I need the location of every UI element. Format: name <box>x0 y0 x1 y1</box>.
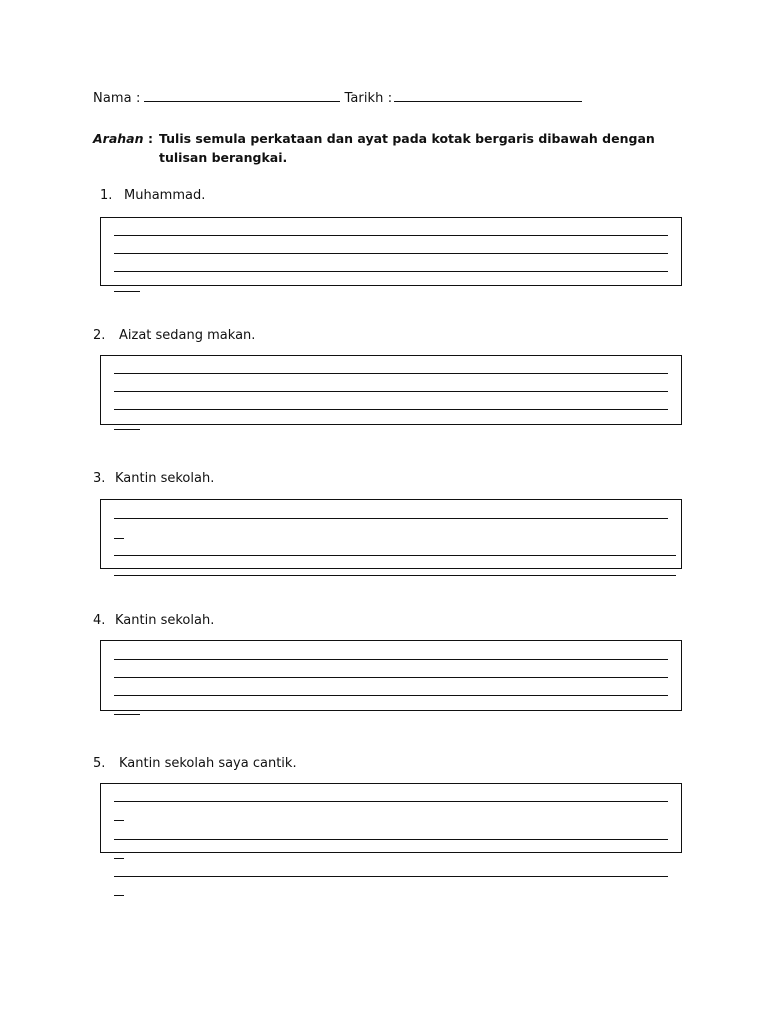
writing-line <box>114 253 668 254</box>
writing-line <box>114 801 668 802</box>
question-number: 1. <box>100 188 113 203</box>
writing-box-4[interactable] <box>100 640 682 711</box>
writing-box-3[interactable] <box>100 499 682 569</box>
question-number: 2. <box>93 328 106 343</box>
instruction-label: Arahan <box>93 131 144 146</box>
question-text: Muhammad. <box>124 188 206 203</box>
writing-line-tail <box>114 820 124 821</box>
writing-line <box>114 876 668 877</box>
writing-line <box>114 391 668 392</box>
question-number: 4. <box>93 613 106 628</box>
question-text: Kantin sekolah. <box>115 471 215 486</box>
writing-line <box>114 235 668 236</box>
name-label: Nama : <box>93 91 141 106</box>
writing-box-5[interactable] <box>100 783 682 853</box>
writing-line <box>114 518 668 519</box>
writing-line-tail <box>114 291 140 292</box>
name-blank[interactable] <box>144 89 340 102</box>
instruction-line-1: Tulis semula perkataan dan ayat pada kotak bergaris dibawah dengan <box>159 131 655 146</box>
question-text: Kantin sekolah. <box>115 613 215 628</box>
question-number: 5. <box>93 756 106 771</box>
instruction <box>93 129 655 167</box>
writing-line <box>114 373 668 374</box>
writing-line <box>114 575 676 576</box>
question-4 <box>93 613 214 628</box>
header-row <box>93 89 582 106</box>
writing-line-tail <box>114 895 124 896</box>
date-blank[interactable] <box>394 89 582 102</box>
writing-line-tail <box>114 714 140 715</box>
writing-line-tail <box>114 858 124 859</box>
writing-box-1[interactable] <box>100 217 682 286</box>
writing-line <box>114 695 668 696</box>
writing-line <box>114 839 668 840</box>
writing-line-tail <box>114 538 124 539</box>
instruction-line-2: tulisan berangkai. <box>159 150 288 165</box>
date-label: Tarikh : <box>344 91 393 106</box>
writing-line <box>114 659 668 660</box>
writing-box-2[interactable] <box>100 355 682 425</box>
question-number: 3. <box>93 471 106 486</box>
question-text: Kantin sekolah saya cantik. <box>119 756 297 771</box>
writing-line <box>114 409 668 410</box>
question-1 <box>100 188 205 203</box>
writing-line <box>114 271 668 272</box>
writing-line-tail <box>114 429 140 430</box>
question-2 <box>93 328 255 343</box>
writing-line <box>114 677 668 678</box>
instruction-colon: : <box>148 131 153 146</box>
question-5 <box>93 756 297 771</box>
question-3 <box>93 471 214 486</box>
question-text: Aizat sedang makan. <box>119 328 256 343</box>
writing-line <box>114 555 676 556</box>
